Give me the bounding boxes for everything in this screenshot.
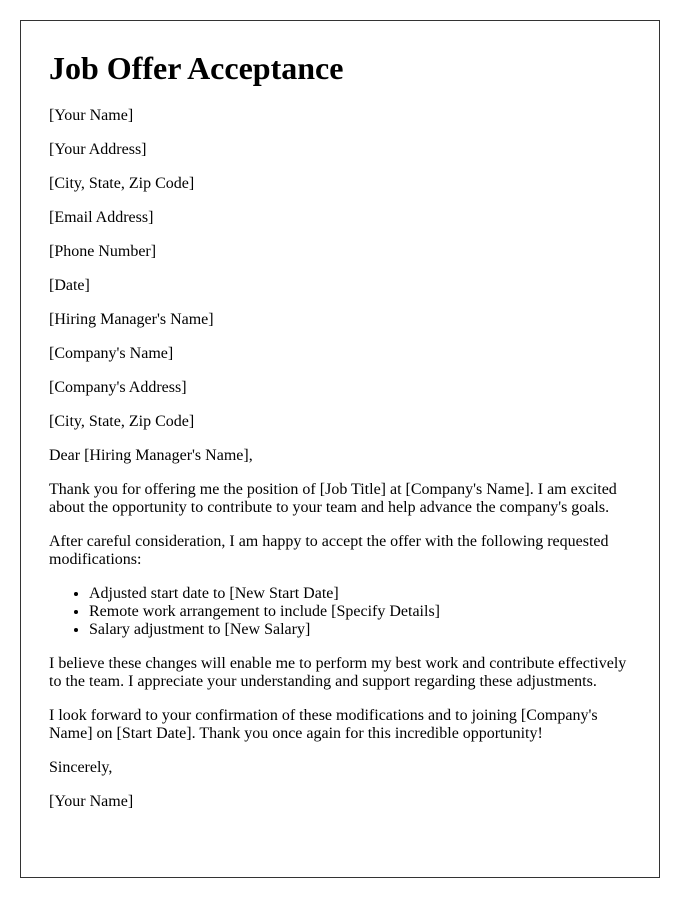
letter-container	[20, 20, 660, 878]
sender-email: [Email Address]	[49, 209, 154, 226]
recipient-city-state-zip: [City, State, Zip Code]	[49, 413, 195, 430]
sender-city-state-zip: [City, State, Zip Code]	[49, 175, 195, 192]
letter-title: Job Offer Acceptance	[49, 50, 344, 86]
letter-date: [Date]	[49, 277, 90, 294]
signature: [Your Name]	[49, 793, 134, 810]
body-paragraph-2: After careful consideration, I am happy to accept the offer with the following requested modifications:	[49, 533, 609, 568]
recipient-address: [Company's Address]	[49, 379, 187, 396]
recipient-company: [Company's Name]	[49, 345, 174, 362]
modifications-list	[49, 585, 631, 639]
list-item: • Salary adjustment to [New Salary]	[89, 621, 631, 639]
body-paragraph-4: I look forward to your confirmation of these modifications and to joining [Company's Name] on [Start Date]. Thank you once again for this incredible opportunity!	[49, 707, 598, 742]
closing: Sincerely,	[49, 759, 113, 776]
recipient-name: [Hiring Manager's Name]	[49, 311, 214, 328]
list-item: • Remote work arrangement to include [Specify Details]	[89, 603, 631, 621]
salutation: Dear [Hiring Manager's Name],	[49, 447, 253, 464]
sender-phone: [Phone Number]	[49, 243, 157, 260]
sender-address: [Your Address]	[49, 141, 147, 158]
sender-name: [Your Name]	[49, 107, 134, 124]
body-paragraph-3: I believe these changes will enable me to perform my best work and contribute effectively to the team. I appreciate your understanding and support regarding these adjustments.	[49, 655, 627, 690]
list-item: • Adjusted start date to [New Start Date]	[89, 585, 631, 603]
body-paragraph-1: Thank you for offering me the position of [Job Title] at [Company's Name]. I am excited about the opportunity to contribute to your team and help advance the company's goals.	[49, 481, 617, 516]
